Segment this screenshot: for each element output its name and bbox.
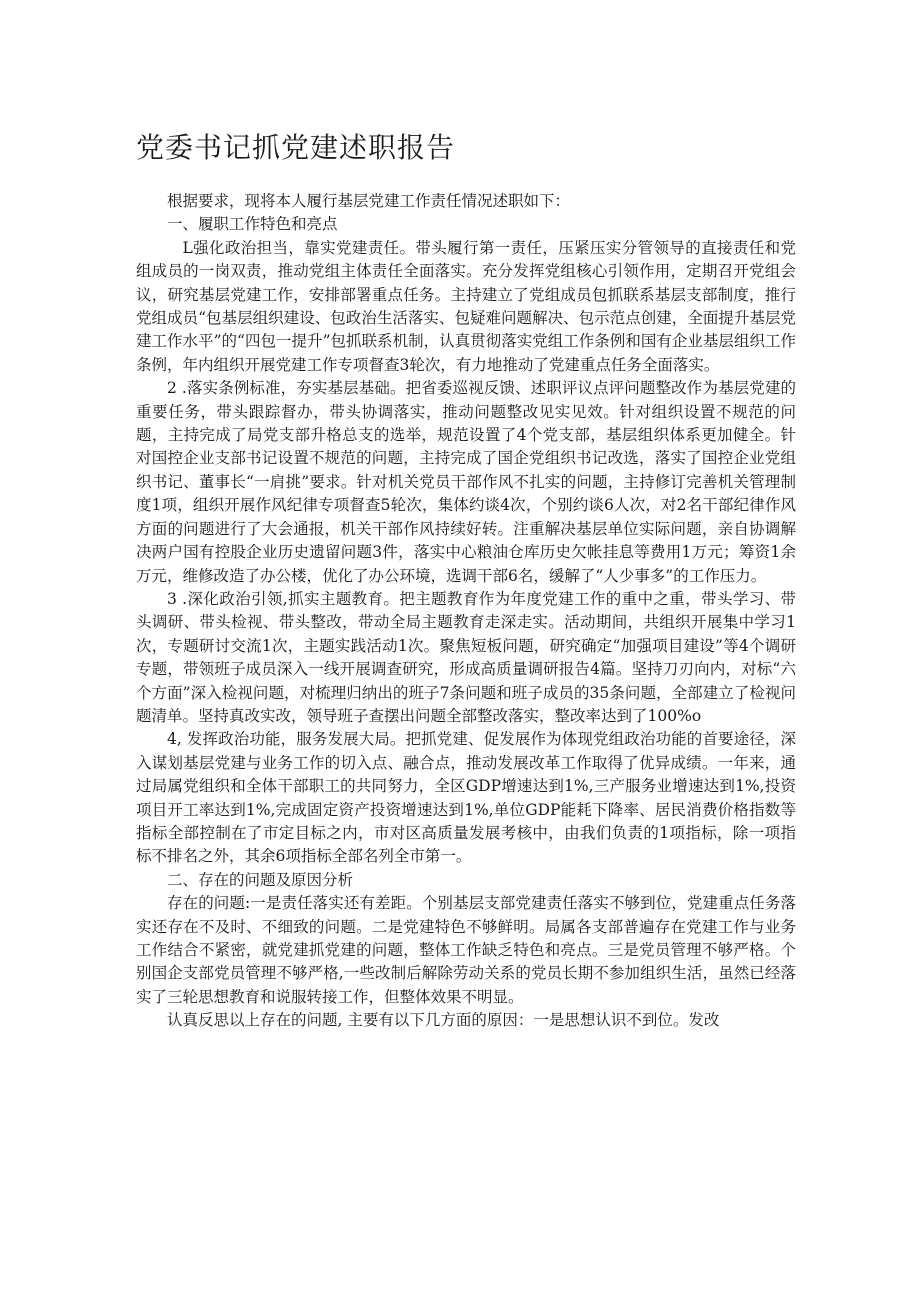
problems-paragraph: 存在的问题:一是责任落实还有差距。个别基层支部党建责任落实不够到位，党建重点任务落实还存在不及时、不细致的问题。二是党建特色不够鲜明。局属各支部普遍存在党建工作与业务工作结合不紧密，就党建抓党建的问题，整体工作缺乏特色和亮点。三是党员管理不够严格。个别国企支部党员管理不够严格,一些改制后解除劳动关系的党员长期不参加组织生活，虽然已经落实了三轮思想教育和说服转接工作，但整体效果不明显。 xyxy=(136,894,796,1006)
item-paragraph-4: 4, 发挥政治功能，服务发展大局。把抓党建、促发展作为体现党组政治功能的首要途径，深入谋划基层党建与业务工作的切入点、融合点，推动发展改革工作取得了优异成绩。一年来，通过局属党组织和全体干部职工的共同努力，全区GDP增速达到1%,三产服务业增速达到1%,投资项目开工率达到1%,完成固定资产投资增速达到1%,单位GDP能耗下降率、居民消费价格指数等指标全部控制在了市定目标之内，市对区高质量发展考核中，由我们负责的1项指标，除一项指标不排名之外，其余6项指标全部名列全市第一。 xyxy=(136,730,796,866)
reasons-paragraph: 认真反思以上存在的问题, 主要有以下几方面的原因：一是思想认识不到位。发改 xyxy=(167,1011,720,1030)
section-heading-2: 二、存在的问题及原因分析 xyxy=(167,870,354,889)
item-paragraph-1: L强化政治担当，靠实党建责任。带头履行第一责任，压紧压实分管领导的直接责任和党组成员的一岗双责，推动党组主体责任全面落实。充分发挥党组核心引领作用，定期召开党组会议，研究基层党建工作，安排部署重点任务。主持建立了党组成员包抓联系基层支部制度，推行党组成员“包基层组织建设、包政治生活落实、包疑难问题解决、包示范点创建，全面提升基层党建工作水平”的“四包一提升”包抓联系机制，认真贯彻落实党组工作条例和国有企业基层组织工作条例，年内组织开展党建工作专项督查3轮次，有力地推动了党建重点任务全面落实。 xyxy=(136,238,796,374)
document-page xyxy=(136,128,796,1033)
document-title: 党委书记抓党建述职报告 xyxy=(136,131,456,164)
intro-paragraph: 根据要求，现将本人履行基层党建工作责任情况述职如下： xyxy=(167,192,571,210)
section-heading-1: 一、履职工作特色和亮点 xyxy=(167,215,338,234)
item-paragraph-2: 2 .落实条例标准，夯实基层基础。把省委巡视反馈、述职评议点评问题整改作为基层党建的重要任务，带头跟踪督办，带头协调落实，推动问题整改见实见效。针对组织设置不规范的问题，主持完成了局党支部升格总支的选举，规范设置了4个党支部，基层组织体系更加健全。针对国控企业支部书记设置不规范的问题，主持完成了国企党组织书记改选，落实了国控企业党组织书记、董事长“一肩挑”要求。针对机关党员干部作风不扎实的问题，主持修订完善机关管理制度1项，组织开展作风纪律专项督查5轮次，集体约谈4次，个别约谈6人次，对2名干部纪律作风方面的问题进行了大会通报，机关干部作风持续好转。注重解决基层单位实际问题，亲自协调解决两户国有控股企业历史遗留问题3件，落实中心粮油仓库历史欠帐挂息等费用1万元；筹资1余万元，维修改造了办公楼，优化了办公环境，选调干部6名，缓解了“人少事多”的工作压力。 xyxy=(136,379,796,585)
item-paragraph-3: 3 .深化政治引领,抓实主题教育。把主题教育作为年度党建工作的重中之重，带头学习、带头调研、带头检视、带头整改，带动全局主题教育走深走实。活动期间，共组织开展集中学习1次，专题研讨交流1次，主题实践活动1次。聚焦短板问题，研究确定“加强项目建设”等4个调研专题，带领班子成员深入一线开展调查研究，形成高质量调研报告4篇。坚持刀刃向内，对标“六个方面”深入检视问题，对梳理归纳出的班子7条问题和班子成员的35条问题，全部建立了检视问题清单。坚持真改实改，领导班子查摆出问题全部整改落实，整改率达到了100%o xyxy=(136,589,796,725)
